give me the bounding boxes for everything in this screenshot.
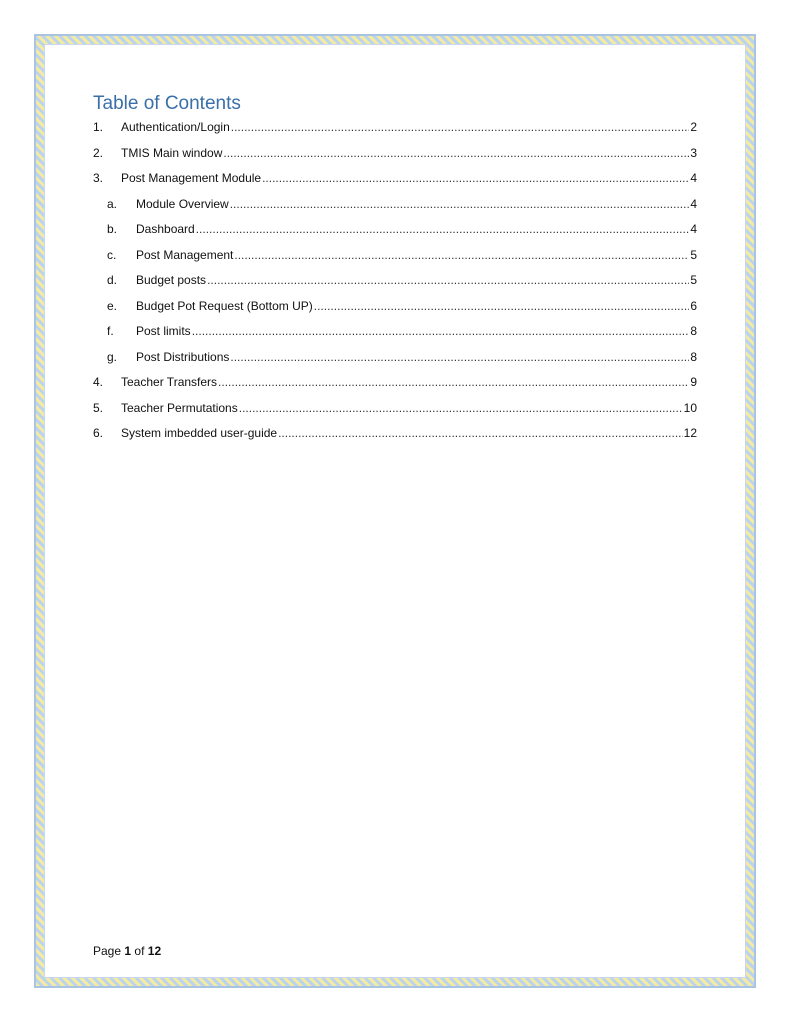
toc-entry-label[interactable]: Post Management [136,247,234,262]
toc-subentry[interactable] [93,324,697,350]
toc-entry-number: 3. [93,171,104,185]
footer-current-page: 1 [124,944,132,958]
toc-entry-label[interactable]: Authentication/Login [121,120,230,134]
toc-entry-page[interactable]: 4 [690,222,697,236]
toc-dot-leader [218,375,689,389]
toc-entry-page[interactable]: 12 [683,426,697,440]
toc-entry-label[interactable]: Module Overview [136,196,229,211]
toc-entry[interactable] [93,146,697,172]
toc-subentry[interactable] [93,197,697,223]
toc-dot-leader [196,222,690,236]
toc-entry-label[interactable]: TMIS Main window [121,145,223,160]
toc-entry-number: a. [107,196,118,211]
toc-entry-page[interactable]: 10 [683,400,697,415]
toc-entry[interactable] [93,375,697,401]
toc-entry-page[interactable]: 4 [690,171,697,185]
toc-entry-page[interactable]: 5 [690,273,697,287]
toc-entry-number: 1. [93,120,104,134]
toc-entry-label[interactable]: Dashboard [136,222,195,236]
toc-entry-number: 6. [93,426,104,440]
toc-entry-number: e. [107,298,118,313]
toc-entry-number: d. [107,273,118,287]
toc-dot-leader [192,324,690,338]
toc-entry-number: g. [107,349,118,364]
toc-entry-label[interactable]: Post Distributions [136,349,230,364]
toc-subentry[interactable] [93,299,697,325]
toc-entry-number: f. [107,324,114,338]
footer-of: of [134,944,145,958]
toc-entry[interactable] [93,426,697,452]
toc-dot-leader [234,248,689,262]
toc-entry-number: b. [107,222,118,236]
toc-entry-label[interactable]: Post Management Module [121,171,262,185]
toc-entry-number: 4. [93,375,104,389]
toc-entry-label[interactable]: System imbedded user-guide [121,426,278,440]
toc-dot-leader [223,146,689,160]
footer-total-pages: 12 [147,944,162,958]
toc-entry-number: 5. [93,400,104,415]
toc-entry-label[interactable]: Post limits [136,324,191,338]
toc-dot-leader [230,350,689,364]
toc-entry-page[interactable]: 8 [690,324,697,338]
toc-dot-leader [230,197,690,211]
toc-dot-leader [262,171,689,185]
toc-entry-number: c. [107,247,117,262]
toc-entry-page[interactable]: 6 [690,298,697,313]
toc-entry-page[interactable]: 9 [690,375,697,389]
toc-dot-leader [207,273,689,287]
toc-entry-label[interactable]: Budget Pot Request (Bottom UP) [136,298,313,313]
toc-list [93,120,697,452]
toc-entry[interactable] [93,120,697,146]
footer-page-prefix: Page [93,944,122,958]
toc-entry-page[interactable]: 2 [690,120,697,134]
toc-dot-leader [314,299,690,313]
toc-subentry[interactable] [93,248,697,274]
toc-entry-page[interactable]: 8 [690,349,697,364]
toc-dot-leader [278,426,683,440]
toc-dot-leader [239,401,683,415]
toc-entry-page[interactable]: 3 [690,145,697,160]
toc-entry-page[interactable]: 5 [690,247,697,262]
toc-entry-page[interactable]: 4 [690,196,697,211]
toc-entry-label[interactable]: Budget posts [136,273,207,287]
toc-entry[interactable] [93,401,697,427]
toc-entry-label[interactable]: Teacher Permutations [121,400,238,415]
page-footer [93,944,161,958]
toc-subentry[interactable] [93,222,697,248]
toc-entry[interactable] [93,171,697,197]
toc-title: Table of Contents [93,93,241,114]
toc-entry-number: 2. [93,145,104,160]
toc-subentry[interactable] [93,350,697,376]
toc-dot-leader [231,120,690,134]
toc-subentry[interactable] [93,273,697,299]
toc-entry-label[interactable]: Teacher Transfers [121,375,218,389]
